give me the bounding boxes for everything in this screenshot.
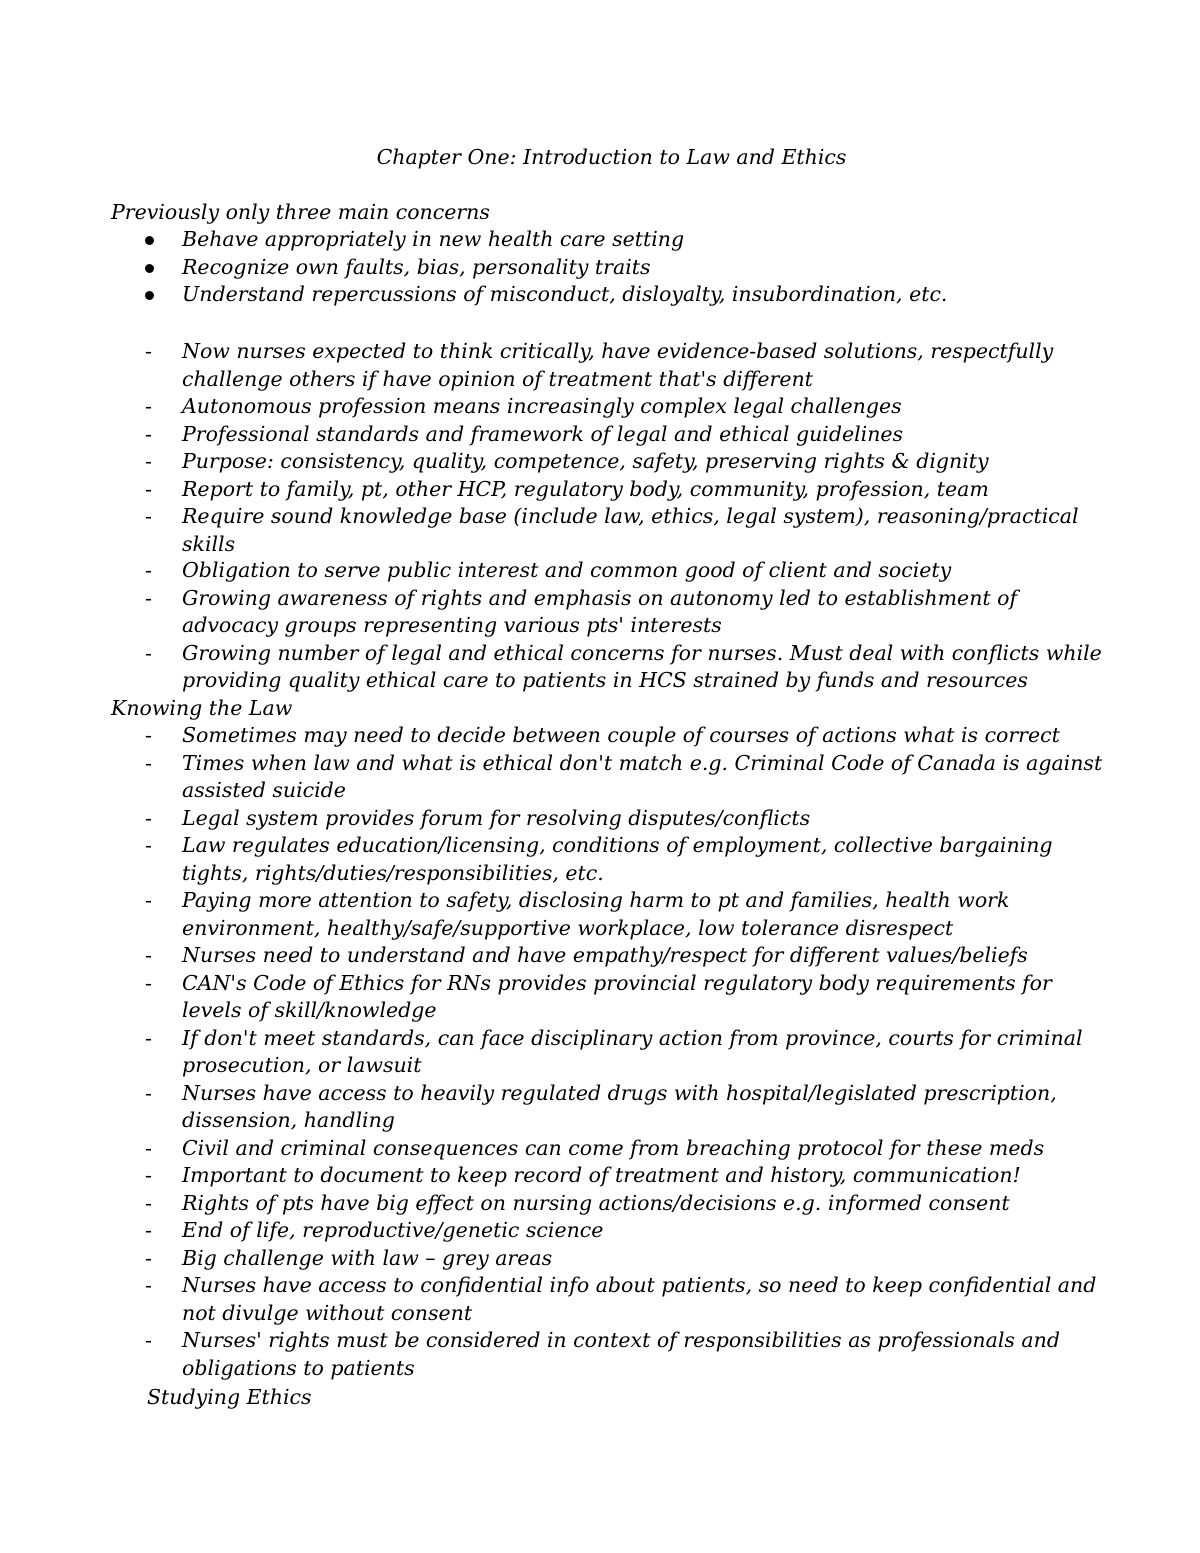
list-item-text: Nurses need to understand and have empathy/respect for different values/beliefs [182,943,1028,967]
list-item [0,1025,1112,1080]
list-item [0,1080,1112,1135]
list-item-text: Law regulates education/licensing, conditions of employment, collective bargaining tights, rights/duties/responsibilities, etc. [182,833,1053,885]
dash-marker: - [145,1025,152,1050]
list-item [0,805,1112,833]
list-item-text: Growing awareness of rights and emphasis on autonomy led to establishment of advocacy groups representing various pts' interests [182,585,1018,637]
dash-marker: - [145,1135,152,1160]
list-item-text: If don't meet standards, can face disciplinary action from province, courts for criminal prosecution, or lawsuit [182,1025,1083,1077]
concerns-bullet-list [0,226,1200,309]
list-item [0,393,1112,421]
dash-marker: - [145,970,152,995]
dash-marker: - [145,1163,152,1187]
list-item-text: End of life, reproductive/genetic science [182,1218,604,1242]
dash-marker: - [145,504,152,528]
dash-marker: - [145,1273,152,1297]
list-item [0,1245,1112,1273]
list-item-text: Obligation to serve public interest and common good of client and society [182,558,952,582]
list-item-text: Report to family, pt, other HCP, regulatory body, community, profession, team [182,476,989,501]
list-item-text: Nurses have access to heavily regulated drugs with hospital/legislated prescription, dissension, handling [182,1080,1057,1132]
list-item-text: Sometimes may need to decide between couple of courses of actions what is correct [182,723,1060,747]
dash-marker: - [145,421,152,446]
dash-marker: - [145,1218,152,1242]
bullet-icon [145,291,154,300]
list-item-text: Require sound knowledge base (include law, ethics, legal system), reasoning/practical skills [182,504,1079,556]
list-item [0,503,1112,558]
list-item [0,832,1112,887]
list-item-text: Professional standards and framework of legal and ethical guidelines [182,421,904,446]
list-item-text: Growing number of legal and ethical concerns for nurses. Must deal with conflicts while providing quality ethical care to patients in HCS strained by funds and resources [182,640,1102,692]
dash-marker: - [145,394,152,418]
bullet-icon [145,264,154,273]
obligations-list [0,557,1200,695]
dash-marker: - [145,449,152,473]
list-item [0,942,1112,970]
list-item [0,887,1112,942]
dash-marker: - [145,833,152,857]
list-item-text: Big challenge with law – grey areas [182,1245,553,1270]
list-item [0,640,1112,695]
list-item [0,750,1112,805]
list-item [0,1217,1112,1245]
list-item-text: Legal system provides forum for resolving disputes/conflicts [182,805,811,830]
list-item [0,476,1112,504]
dash-marker: - [145,476,152,501]
bullet-text: Understand repercussions of misconduct, disloyalty, insubordination, etc. [182,282,948,306]
dash-marker: - [145,558,152,582]
list-item [0,1135,1112,1163]
nursing-expectations-list [0,338,1200,558]
dash-marker: - [145,1245,152,1270]
list-item-text: Nurses have access to confidential info about patients, so need to keep confidential and not divulge without consent [182,1273,1097,1325]
list-item [0,1272,1112,1327]
document-title: Chapter One: Introduction to Law and Ethics [376,145,847,169]
dash-marker: - [145,750,152,775]
dash-marker: - [145,1328,152,1352]
bullet-item [0,226,1112,254]
bullet-item [0,254,1112,282]
dash-marker: - [145,640,152,665]
list-item-text: Times when law and what is ethical don't match e.g. Criminal Code of Canada is against assisted suicide [182,750,1103,802]
dash-marker: - [145,943,152,967]
list-item-text: Rights of pts have big effect on nursing actions/decisions e.g. informed consent [182,1190,1010,1215]
bullet-text: Behave appropriately in new health care setting [182,227,685,251]
bullet-item [0,281,1112,309]
list-item-text: Important to document to keep record of treatment and history, communication! [182,1163,1021,1187]
list-item [0,970,1112,1025]
dash-marker: - [145,1190,152,1215]
list-item [0,1190,1112,1218]
bullet-text: Recognize own faults, bias, personality traits [182,254,651,279]
list-item-text: Now nurses expected to think critically, have evidence-based solutions, respectfully challenge others if have opinion of treatment that's different [182,339,1054,391]
section-heading-previous-concerns: Previously only three main concerns [111,200,490,224]
dash-marker: - [145,1080,152,1105]
list-item [0,1162,1112,1190]
knowing-the-law-list [0,722,1200,1382]
list-item [0,448,1112,476]
list-item [0,722,1112,750]
list-item [0,421,1112,449]
list-item [0,557,1112,585]
list-item-text: Civil and criminal consequences can come from breaching protocol for these meds [182,1135,1045,1160]
section-heading-knowing-the-law: Knowing the Law [111,696,293,720]
list-item-text: Autonomous profession means increasingly complex legal challenges [182,394,902,418]
list-item-text: Nurses' rights must be considered in context of responsibilities as professionals and obligations to patients [182,1328,1060,1380]
dash-marker: - [145,723,152,747]
list-item-text: Paying more attention to safety, disclosing harm to pt and families, health work environment, healthy/safe/supportive workplace, low tolerance disrespect [182,888,1010,940]
dash-marker: - [145,888,152,912]
list-item-text: CAN's Code of Ethics for RNs provides provincial regulatory body requirements for levels of skill/knowledge [182,970,1052,1022]
section-heading-studying-ethics: Studying Ethics [147,1385,312,1409]
dash-marker: - [145,805,152,830]
list-item [0,1327,1112,1382]
dash-marker: - [145,339,152,363]
list-item [0,338,1112,393]
list-item-text: Purpose: consistency, quality, competence, safety, preserving rights & dignity [182,449,989,473]
bullet-icon [145,236,154,245]
dash-marker: - [145,585,152,610]
list-item [0,585,1112,640]
